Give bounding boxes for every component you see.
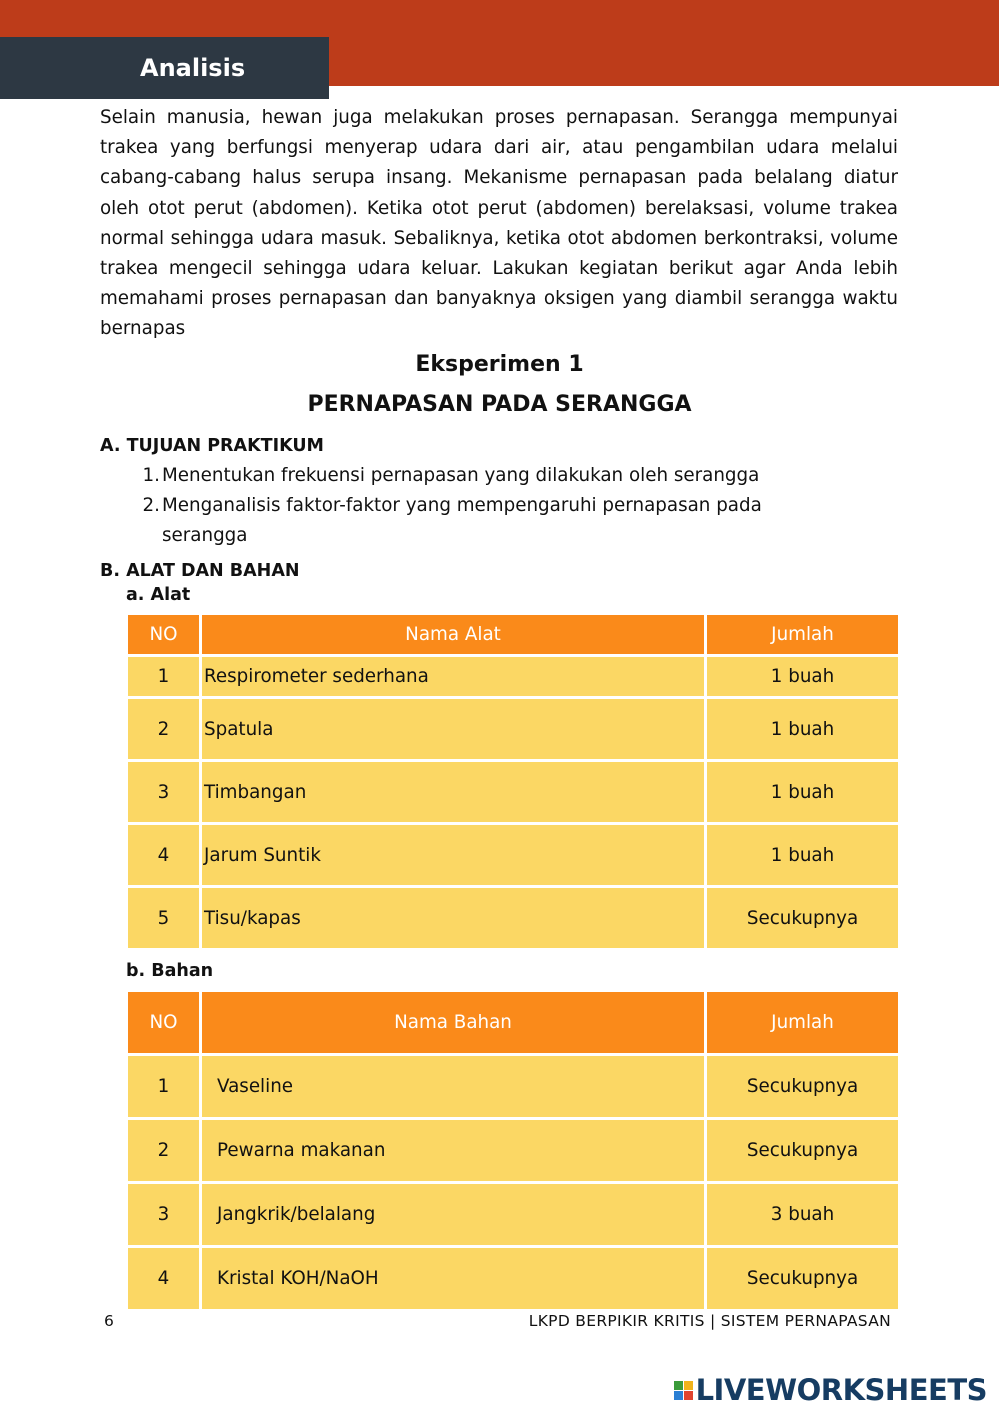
row-number: 5 bbox=[127, 887, 201, 950]
liveworksheets-brand[interactable] bbox=[674, 1373, 987, 1407]
item-quantity: Secukupnya bbox=[706, 1055, 900, 1119]
goal-item bbox=[140, 461, 840, 491]
table-row bbox=[127, 1247, 900, 1311]
goal-text: Menentukan frekuensi pernapasan yang dilakukan oleh serangga bbox=[162, 465, 760, 486]
row-number: 3 bbox=[127, 1183, 201, 1247]
row-number: 1 bbox=[127, 1055, 201, 1119]
liveworksheets-logo-icon bbox=[674, 1381, 693, 1400]
section-b-heading: B. ALAT DAN BAHAN bbox=[100, 561, 300, 581]
table-row bbox=[127, 656, 900, 698]
intro-paragraph: Selain manusia, hewan juga melakukan proses pernapasan. Serangga mempunyai trakea yang berfungsi menyerap udara dari air, atau pengambilan udara melalui cabang-cabang halus serupa insang. Mekanisme pernapasan pada belalang diatur oleh otot perut (abdomen). Ketika otot perut (abdomen) berelaksasi, volume trakea normal sehingga udara masuk. Sebaliknya, ketika otot abdomen berkontraksi, volume trakea mengecil sehingga udara keluar. Lakukan kegiatan berikut agar Anda lebih memahami proses pernapasan dan banyaknya oksigen yang diambil serangga waktu bernapas bbox=[100, 107, 898, 340]
column-header: NO bbox=[127, 614, 201, 656]
table-row bbox=[127, 1183, 900, 1247]
column-header: NO bbox=[127, 991, 201, 1055]
alat-heading: a. Alat bbox=[126, 585, 191, 605]
item-name: Tisu/kapas bbox=[201, 887, 706, 950]
item-quantity: Secukupnya bbox=[706, 887, 900, 950]
item-name: Pewarna makanan bbox=[201, 1119, 706, 1183]
item-quantity: Secukupnya bbox=[706, 1119, 900, 1183]
item-quantity: 1 buah bbox=[706, 761, 900, 824]
bahan-table bbox=[125, 989, 901, 1312]
row-number: 2 bbox=[127, 1119, 201, 1183]
table-row bbox=[127, 824, 900, 887]
item-name: Jarum Suntik bbox=[201, 824, 706, 887]
item-name: Jangkrik/belalang bbox=[201, 1183, 706, 1247]
experiment-title: Eksperimen 1 bbox=[415, 352, 584, 377]
table-row bbox=[127, 761, 900, 824]
goals-list bbox=[140, 461, 840, 551]
table-row bbox=[127, 1055, 900, 1119]
experiment-subtitle: PERNAPASAN PADA SERANGGA bbox=[307, 392, 692, 417]
table-row bbox=[127, 1119, 900, 1183]
column-header: Nama Bahan bbox=[201, 991, 706, 1055]
section-label: Analisis bbox=[140, 54, 246, 82]
item-quantity: 3 buah bbox=[706, 1183, 900, 1247]
item-name: Respirometer sederhana bbox=[201, 656, 706, 698]
page-number: 6 bbox=[104, 1312, 114, 1330]
table-row bbox=[127, 698, 900, 761]
column-header: Nama Alat bbox=[201, 614, 706, 656]
item-name: Vaseline bbox=[201, 1055, 706, 1119]
goal-item bbox=[140, 491, 840, 551]
row-number: 4 bbox=[127, 1247, 201, 1311]
item-quantity: 1 buah bbox=[706, 698, 900, 761]
item-quantity: Secukupnya bbox=[706, 1247, 900, 1311]
item-quantity: 1 buah bbox=[706, 656, 900, 698]
section-tab bbox=[0, 37, 329, 99]
goal-number: 1. bbox=[142, 465, 160, 486]
table-header-row bbox=[127, 614, 900, 656]
item-name: Spatula bbox=[201, 698, 706, 761]
footer-title: LKPD BERPIKIR KRITIS | SISTEM PERNAPASAN bbox=[528, 1312, 891, 1330]
item-name: Kristal KOH/NaOH bbox=[201, 1247, 706, 1311]
row-number: 1 bbox=[127, 656, 201, 698]
row-number: 4 bbox=[127, 824, 201, 887]
row-number: 2 bbox=[127, 698, 201, 761]
table-row bbox=[127, 887, 900, 950]
item-quantity: 1 buah bbox=[706, 824, 900, 887]
brand-text: LIVEWORKSHEETS bbox=[695, 1373, 987, 1407]
section-a-heading: A. TUJUAN PRAKTIKUM bbox=[100, 436, 324, 456]
table-header-row bbox=[127, 991, 900, 1055]
goal-text: Menganalisis faktor-faktor yang mempengaruhi pernapasan pada serangga bbox=[162, 495, 762, 546]
goal-number: 2. bbox=[142, 495, 160, 516]
bahan-heading: b. Bahan bbox=[126, 961, 214, 981]
column-header: Jumlah bbox=[706, 991, 900, 1055]
alat-table bbox=[125, 612, 901, 951]
item-name: Timbangan bbox=[201, 761, 706, 824]
column-header: Jumlah bbox=[706, 614, 900, 656]
row-number: 3 bbox=[127, 761, 201, 824]
